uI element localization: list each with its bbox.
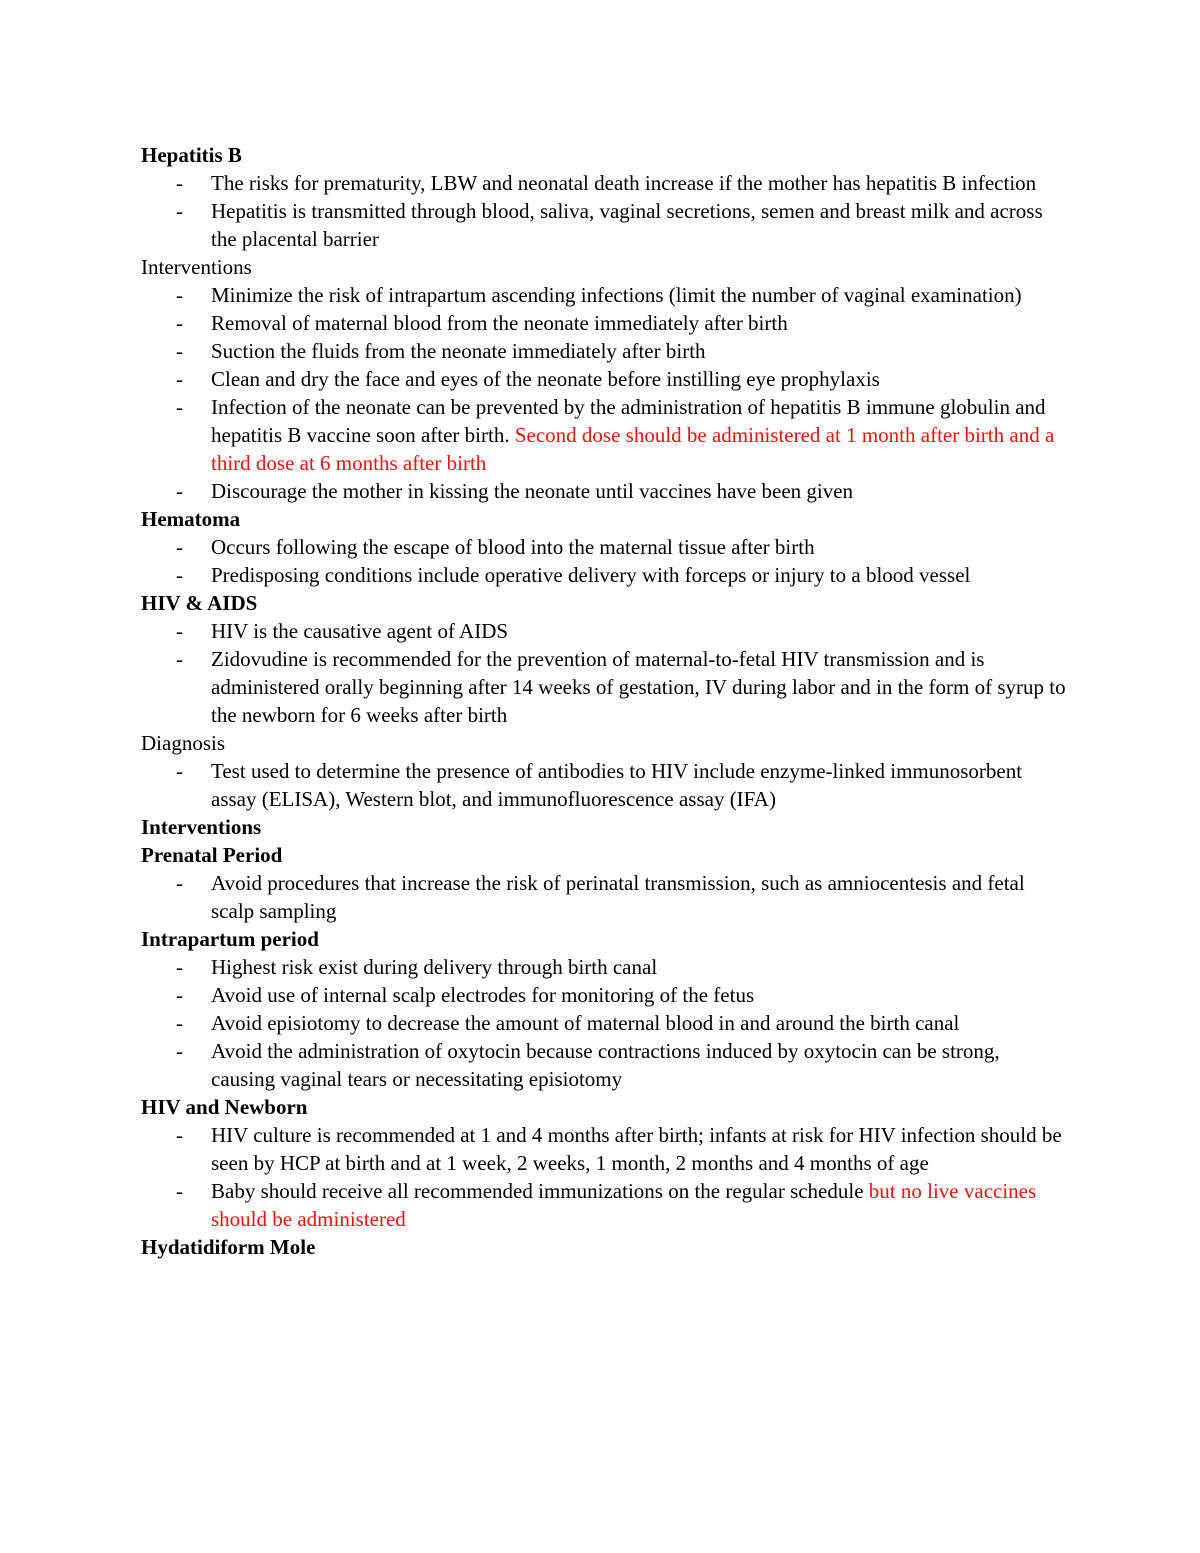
bullet-item — [141, 197, 1066, 253]
bullet-dash: - — [176, 619, 183, 643]
bullet-text: Occurs following the escape of blood into the maternal tissue after birth — [211, 535, 815, 559]
bullet-text: Suction the fluids from the neonate immediately after birth — [211, 339, 706, 363]
bullet-text: Clean and dry the face and eyes of the neonate before instilling eye prophylaxis — [211, 367, 880, 391]
bullet-item — [141, 617, 1066, 645]
bullet-dash: - — [176, 283, 183, 307]
bullet-dash: - — [176, 563, 183, 587]
bullet-text: Infection of the neonate can be prevented by the administration of hepatitis B immune globulin and hepatitis B vaccine soon after birth. — [211, 395, 1046, 447]
bullet-item — [141, 1009, 1066, 1037]
bullet-list — [141, 281, 1066, 505]
bullet-text: Discourage the mother in kissing the neonate until vaccines have been given — [211, 479, 854, 503]
bullet-dash: - — [176, 759, 183, 783]
bullet-item — [141, 981, 1066, 1009]
bullet-list — [141, 617, 1066, 729]
bullet-dash: - — [176, 339, 183, 363]
bullet-text: HIV culture is recommended at 1 and 4 months after birth; infants at risk for HIV infection should be seen by HCP at birth and at 1 week, 2 weeks, 1 month, 2 months and 4 months of age — [211, 1123, 1062, 1175]
bullet-text: Minimize the risk of intrapartum ascending infections (limit the number of vaginal examination) — [211, 283, 1022, 307]
bullet-text: Avoid use of internal scalp electrodes for monitoring of the fetus — [211, 983, 755, 1007]
bullet-dash: - — [176, 1179, 183, 1203]
bullet-dash: - — [176, 871, 183, 895]
highlighted-text: Second dose should be administered at 1 month after birth and a third dose at 6 months after birth — [211, 423, 1055, 475]
bullet-list — [141, 869, 1066, 925]
bullet-text: Highest risk exist during delivery through birth canal — [211, 955, 658, 979]
bullet-item — [141, 953, 1066, 981]
section-heading-hepatitis-b: Hepatitis B — [141, 143, 242, 167]
bullet-list — [141, 953, 1066, 1093]
bullet-dash: - — [176, 479, 183, 503]
bullet-dash: - — [176, 535, 183, 559]
bullet-item — [141, 337, 1066, 365]
bullet-item — [141, 169, 1066, 197]
bullet-item — [141, 757, 1066, 813]
subsection-label-interventions: Interventions — [141, 255, 252, 279]
bullet-list — [141, 757, 1066, 813]
section-heading-hiv-and-newborn: HIV and Newborn — [141, 1095, 308, 1119]
section-heading-hydatidiform-mole: Hydatidiform Mole — [141, 1235, 316, 1259]
bullet-text: Avoid procedures that increase the risk of perinatal transmission, such as amniocentesis and fetal scalp sampling — [211, 871, 1025, 923]
bullet-list — [141, 533, 1066, 589]
bullet-text: Hepatitis is transmitted through blood, saliva, vaginal secretions, semen and breast milk and across the placental barrier — [211, 199, 1043, 251]
bullet-item — [141, 1121, 1066, 1177]
document-page — [141, 141, 1066, 1261]
bullet-item — [141, 477, 1066, 505]
bullet-dash: - — [176, 311, 183, 335]
bullet-item — [141, 365, 1066, 393]
section-heading-prenatal-period: Prenatal Period — [141, 843, 283, 867]
bullet-dash: - — [176, 395, 183, 419]
bullet-text: Baby should receive all recommended immunizations on the regular schedule — [211, 1179, 869, 1203]
bullet-dash: - — [176, 199, 183, 223]
section-heading-intrapartum-period: Intrapartum period — [141, 927, 319, 951]
bullet-text: Zidovudine is recommended for the prevention of maternal-to-fetal HIV transmission and is administered orally beginning after 14 weeks of gestation, IV during labor and in the form of syrup to the newborn for 6 weeks after birth — [211, 647, 1066, 727]
bullet-item — [141, 1037, 1066, 1093]
bullet-dash: - — [176, 1039, 183, 1063]
bullet-list — [141, 169, 1066, 253]
bullet-item — [141, 645, 1066, 729]
bullet-item — [141, 561, 1066, 589]
bullet-item — [141, 393, 1066, 477]
highlighted-text: but no live vaccines should be administered — [211, 1179, 1037, 1231]
bullet-text: Predisposing conditions include operative delivery with forceps or injury to a blood vessel — [211, 563, 971, 587]
section-heading-interventions: Interventions — [141, 815, 262, 839]
bullet-text: The risks for prematurity, LBW and neonatal death increase if the mother has hepatitis B infection — [211, 171, 1037, 195]
section-heading-hematoma: Hematoma — [141, 507, 241, 531]
bullet-text: Avoid episiotomy to decrease the amount of maternal blood in and around the birth canal — [211, 1011, 960, 1035]
bullet-item — [141, 869, 1066, 925]
bullet-item — [141, 533, 1066, 561]
bullet-text: Avoid the administration of oxytocin because contractions induced by oxytocin can be strong, causing vaginal tears or necessitating episiotomy — [211, 1039, 1000, 1091]
bullet-dash: - — [176, 1011, 183, 1035]
bullet-dash: - — [176, 955, 183, 979]
bullet-item — [141, 1177, 1066, 1233]
bullet-item — [141, 309, 1066, 337]
bullet-item — [141, 281, 1066, 309]
bullet-dash: - — [176, 367, 183, 391]
bullet-dash: - — [176, 647, 183, 671]
section-heading-hiv-aids: HIV & AIDS — [141, 591, 258, 615]
bullet-dash: - — [176, 983, 183, 1007]
bullet-text: HIV is the causative agent of AIDS — [211, 619, 509, 643]
bullet-text: Removal of maternal blood from the neonate immediately after birth — [211, 311, 788, 335]
bullet-dash: - — [176, 1123, 183, 1147]
subsection-label-diagnosis: Diagnosis — [141, 731, 225, 755]
bullet-dash: - — [176, 171, 183, 195]
bullet-list — [141, 1121, 1066, 1233]
bullet-text: Test used to determine the presence of antibodies to HIV include enzyme-linked immunosorbent assay (ELISA), Western blot, and immunofluorescence assay (IFA) — [211, 759, 1023, 811]
